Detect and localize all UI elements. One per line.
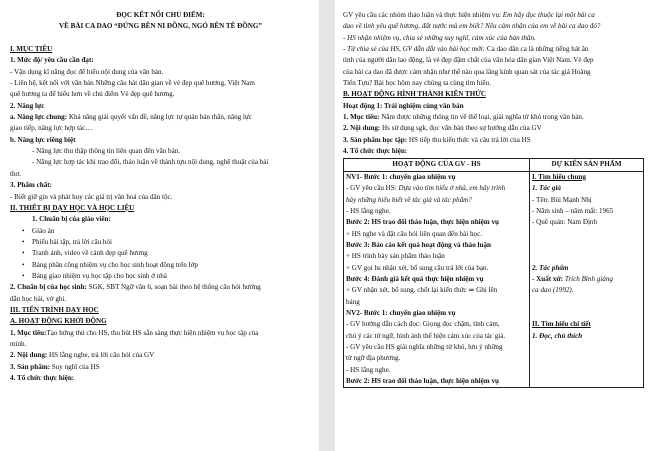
text-line: ĐỌC KẾT NỐI CHỦ ĐIỂM: <box>116 11 205 19</box>
text-line <box>10 282 311 293</box>
text-line: bảng <box>346 297 360 306</box>
text-line: chú ý các từ ngữ, hình ảnh thể hiện cảm xúc của tác giả. <box>346 331 506 340</box>
text-line: thơ. <box>10 169 22 178</box>
text-line: - Năm sinh – năm mất: 1965 <box>532 206 614 215</box>
text-line: tình của người dân lao động, là vẻ đẹp đậm chất của văn hóa dân gian Việt Nam. Vẻ đẹp <box>343 56 594 65</box>
text-line <box>10 328 311 339</box>
text-line: II. THIẾT BỊ DẠY HỌC VÀ HỌC LIỆU <box>10 203 135 212</box>
line-label: 2. Nội dung: <box>10 351 48 360</box>
text-line: Bước 3: Báo cáo kết quả hoạt động và thảo luận <box>346 240 491 249</box>
text-line: + HS nghe và đặt câu hỏi liên quan đến bài học. <box>346 229 482 238</box>
text-line: • Tranh ảnh, video về cảnh đẹp quê hương <box>10 248 311 259</box>
text-line: quê hương ta để hiểu hơn về chủ điểm Vẻ đẹp quê hương. <box>10 90 175 99</box>
text-line <box>10 33 311 44</box>
text-line <box>532 274 641 285</box>
text-line: dao về tình yêu quê hương, đất nước mà em biết? Nêu cảm nhận của em về bài ca dao đó? <box>343 22 601 31</box>
text-line: 1. Mức độ/ yêu cầu cần đạt: <box>10 56 94 65</box>
text-line: dẫn học bài, vở ghi. <box>10 294 67 303</box>
line-text: Tạo hứng thú cho HS, thu hút HS sẵn sàng thực hiện nhiệm vụ học tập của <box>46 328 259 337</box>
line-text: Trích Bình giảng <box>563 274 613 283</box>
text-line: b. Năng lực riêng biệt <box>10 135 76 144</box>
text-line <box>10 112 311 123</box>
table-cell-activity <box>344 171 530 388</box>
text-line: bày những hiểu biết về tác giả và tác phẩm? <box>346 195 472 204</box>
text-line: 1. Tác giả <box>532 184 561 193</box>
line-text: - GV yêu cầu HS: <box>346 184 397 193</box>
text-line: 2. Năng lực <box>10 101 45 110</box>
text-line: NV2- Bước 1: chuyển giao nhiệm vụ <box>346 308 456 317</box>
text-line: của bài ca dao đã được cảm nhận như thế nào qua lăng kính quan sát của tác giả Hoàng <box>343 67 591 76</box>
text-line: + HS trình bày sản phẩm thảo luận <box>346 252 445 261</box>
text-line: - GV hướng dẫn cách đọc: Giọng đọc chậm, tình cảm, <box>346 320 500 329</box>
text-line: - Tên: Bùi Mạnh Nhị <box>532 195 592 204</box>
text-line: • Bảng phân công nhiệm vụ cho học sinh hoạt động trên lớp <box>10 260 311 271</box>
line-text: GV yêu cầu các nhóm thảo luận và thực hiện nhiệm vụ: <box>343 11 501 19</box>
text-line: Bước 4: Đánh giá kết quả thực hiện nhiệm vụ <box>346 274 484 283</box>
text-line <box>10 350 311 361</box>
line-text: HS tiếp thu kiến thức và câu trả lời của HS <box>407 135 531 144</box>
text-line: - Vận dụng kĩ năng đọc để hiểu nội dung của văn bản. <box>10 67 164 76</box>
text-line: 4. Tổ chức thực hiện: <box>343 147 408 156</box>
text-line: - Quê quán: Nam Định <box>532 218 598 227</box>
line-label: 3. Sản phẩm học tập: <box>343 135 408 144</box>
line-label: 1. Mục tiêu: <box>10 328 47 337</box>
document-page-left <box>0 0 319 451</box>
right-page-content <box>343 10 644 388</box>
text-line: 4. Tổ chức thực hiện: <box>10 374 75 382</box>
line-label: a. Năng lực chung: <box>10 113 68 122</box>
text-line: Hoạt động 1: Trải nghiệm cùng văn bản <box>343 101 464 110</box>
line-label: 2. Chuẩn bị của học sinh: <box>10 283 87 292</box>
text-line <box>532 251 641 262</box>
text-line: NV1- Bước 1: chuyển giao nhiệm vụ <box>346 172 456 181</box>
text-line <box>532 240 641 251</box>
text-line <box>346 183 527 194</box>
text-line: II. Tìm hiểu chi tiết <box>532 320 591 329</box>
table-header-row <box>344 159 644 171</box>
text-line: Bước 2: HS trao đổi thảo luận, thực hiện nhiệm vụ <box>346 377 499 385</box>
text-line: - GV yêu cầu HS giải nghĩa những từ khó, lưu ý những <box>346 342 503 351</box>
text-line: - Năng lực thu thập thông tin liên quan đến văn bản. <box>32 147 181 156</box>
text-line: 2. Tác phẩm <box>532 263 569 272</box>
table-cell-product <box>530 171 644 388</box>
text-line <box>343 44 644 55</box>
text-line: 1. Chuẩn bị của giáo viên: <box>32 215 111 224</box>
table-row <box>344 171 644 388</box>
text-line: - HS lắng nghe. <box>346 206 391 215</box>
text-line: III. TIẾN TRÌNH DẠY HỌC <box>10 305 99 314</box>
text-line: từ ngữ địa phương. <box>346 354 401 363</box>
text-line: giao tiếp, năng lực hợp tác… <box>10 124 93 133</box>
line-text: Khả năng giải quyết vấn đề, năng lực tự quản bản thân, năng lực <box>67 113 252 122</box>
text-line: I. Tìm hiểu chung <box>532 172 586 181</box>
table-header-expected-product: DỰ KIẾN SẢN PHẨM <box>530 159 644 171</box>
text-line: - HS lắng nghe. <box>346 365 391 374</box>
page-gutter <box>319 0 335 451</box>
line-italic-text: Em hãy đọc thuộc lại một bài ca <box>500 11 595 19</box>
text-line: - Năng lực hợp tác khi trao đổi, thảo luận về thành tựu nội dung, nghệ thuật của bài <box>32 158 269 167</box>
text-line <box>10 362 311 373</box>
text-line: • Phiếu bài tập, trả lời câu hỏi <box>10 237 311 248</box>
text-line: - Liên hệ, kết nối với văn bản Những câu hát dân gian về vẻ đẹp quê hương, Việt Nam <box>10 79 255 88</box>
text-line <box>532 297 641 308</box>
text-line: mình. <box>10 339 27 348</box>
text-line: ca dao (1992). <box>532 286 574 295</box>
text-line <box>532 308 641 319</box>
text-line <box>343 135 644 146</box>
text-line: VỀ BÀI CA DAO “ĐỨNG BÊN NI ĐỒNG, NGÓ BÊN TÊ ĐỒNG” <box>59 22 262 31</box>
text-line: A. HOẠT ĐỘNG KHỞI ĐỘNG <box>10 317 107 326</box>
text-line: • Giáo án <box>10 226 311 237</box>
text-line: Tiến Tựu? Bài học hôm nay chúng ta cùng tìm hiểu. <box>343 79 491 88</box>
text-line: + GV gọi hs nhận xét, bổ sung câu trả lời của bạn. <box>346 263 489 272</box>
text-line: I. MỤC TIÊU <box>10 45 53 54</box>
line-text: Ca dao dân ca là những tiếng hát ân <box>485 45 589 54</box>
text-line <box>343 10 644 21</box>
left-page-content <box>10 10 311 384</box>
text-line <box>343 123 644 134</box>
line-label: 1. Mục tiêu: <box>343 113 380 122</box>
text-line <box>343 112 644 123</box>
right-page-text <box>343 10 644 157</box>
table-header-activity: HOẠT ĐỘNG CỦA GV - HS <box>344 159 530 171</box>
line-text: Suy nghĩ của HS <box>50 362 100 371</box>
document-page-right <box>335 0 650 451</box>
line-label: - Xuất xứ: <box>532 274 564 283</box>
line-label: 3. Sản phẩm: <box>10 362 51 371</box>
line-label: 2. Nội dung: <box>343 124 381 133</box>
text-line: + GV nhận xét, bổ sung, chốt lại kiến thức ⇒ Ghi lên <box>346 286 498 295</box>
line-text: SGK, SBT Ngữ văn 6, soạn bài theo hệ thống câu hỏi hướng <box>86 283 261 292</box>
line-italic-text: - Từ chia sẻ của HS, GV dẫn dắt vào bài học mới: <box>343 45 486 54</box>
text-line: Bước 2: HS trao đổi thảo luận, thực hiện nhiệm vụ <box>346 218 499 227</box>
line-italic-text: Dựa vào tìm hiểu ở nhà, em hãy trình <box>396 184 506 193</box>
text-line: B. HOẠT ĐỘNG HÌNH THÀNH KIẾN THỨC <box>343 90 487 99</box>
text-line: - HS nhận nhiệm vụ, chia sẻ những suy nghĩ, cảm xúc của bản thân. <box>343 33 536 42</box>
text-line <box>532 229 641 240</box>
line-text: HS lắng nghe, trả lời câu hỏi của GV <box>47 351 155 360</box>
line-text: Nắm được những thông tin về thể loại, giải nghĩa từ khó trong văn bản. <box>379 113 584 122</box>
activity-table <box>343 158 644 388</box>
line-text: Hs sử dụng sgk, đọc văn bản theo sự hướng dẫn của GV <box>380 124 542 133</box>
text-line: 3. Phẩm chất: <box>10 181 52 190</box>
text-line: • Bảng giao nhiệm vụ học tập cho học sinh ở nhà <box>10 271 311 282</box>
text-line: - Biết giữ gìn và phát huy các giá trị văn hoá của dân tộc. <box>10 192 173 201</box>
text-line: 1. Đọc, chú thích <box>532 331 583 340</box>
